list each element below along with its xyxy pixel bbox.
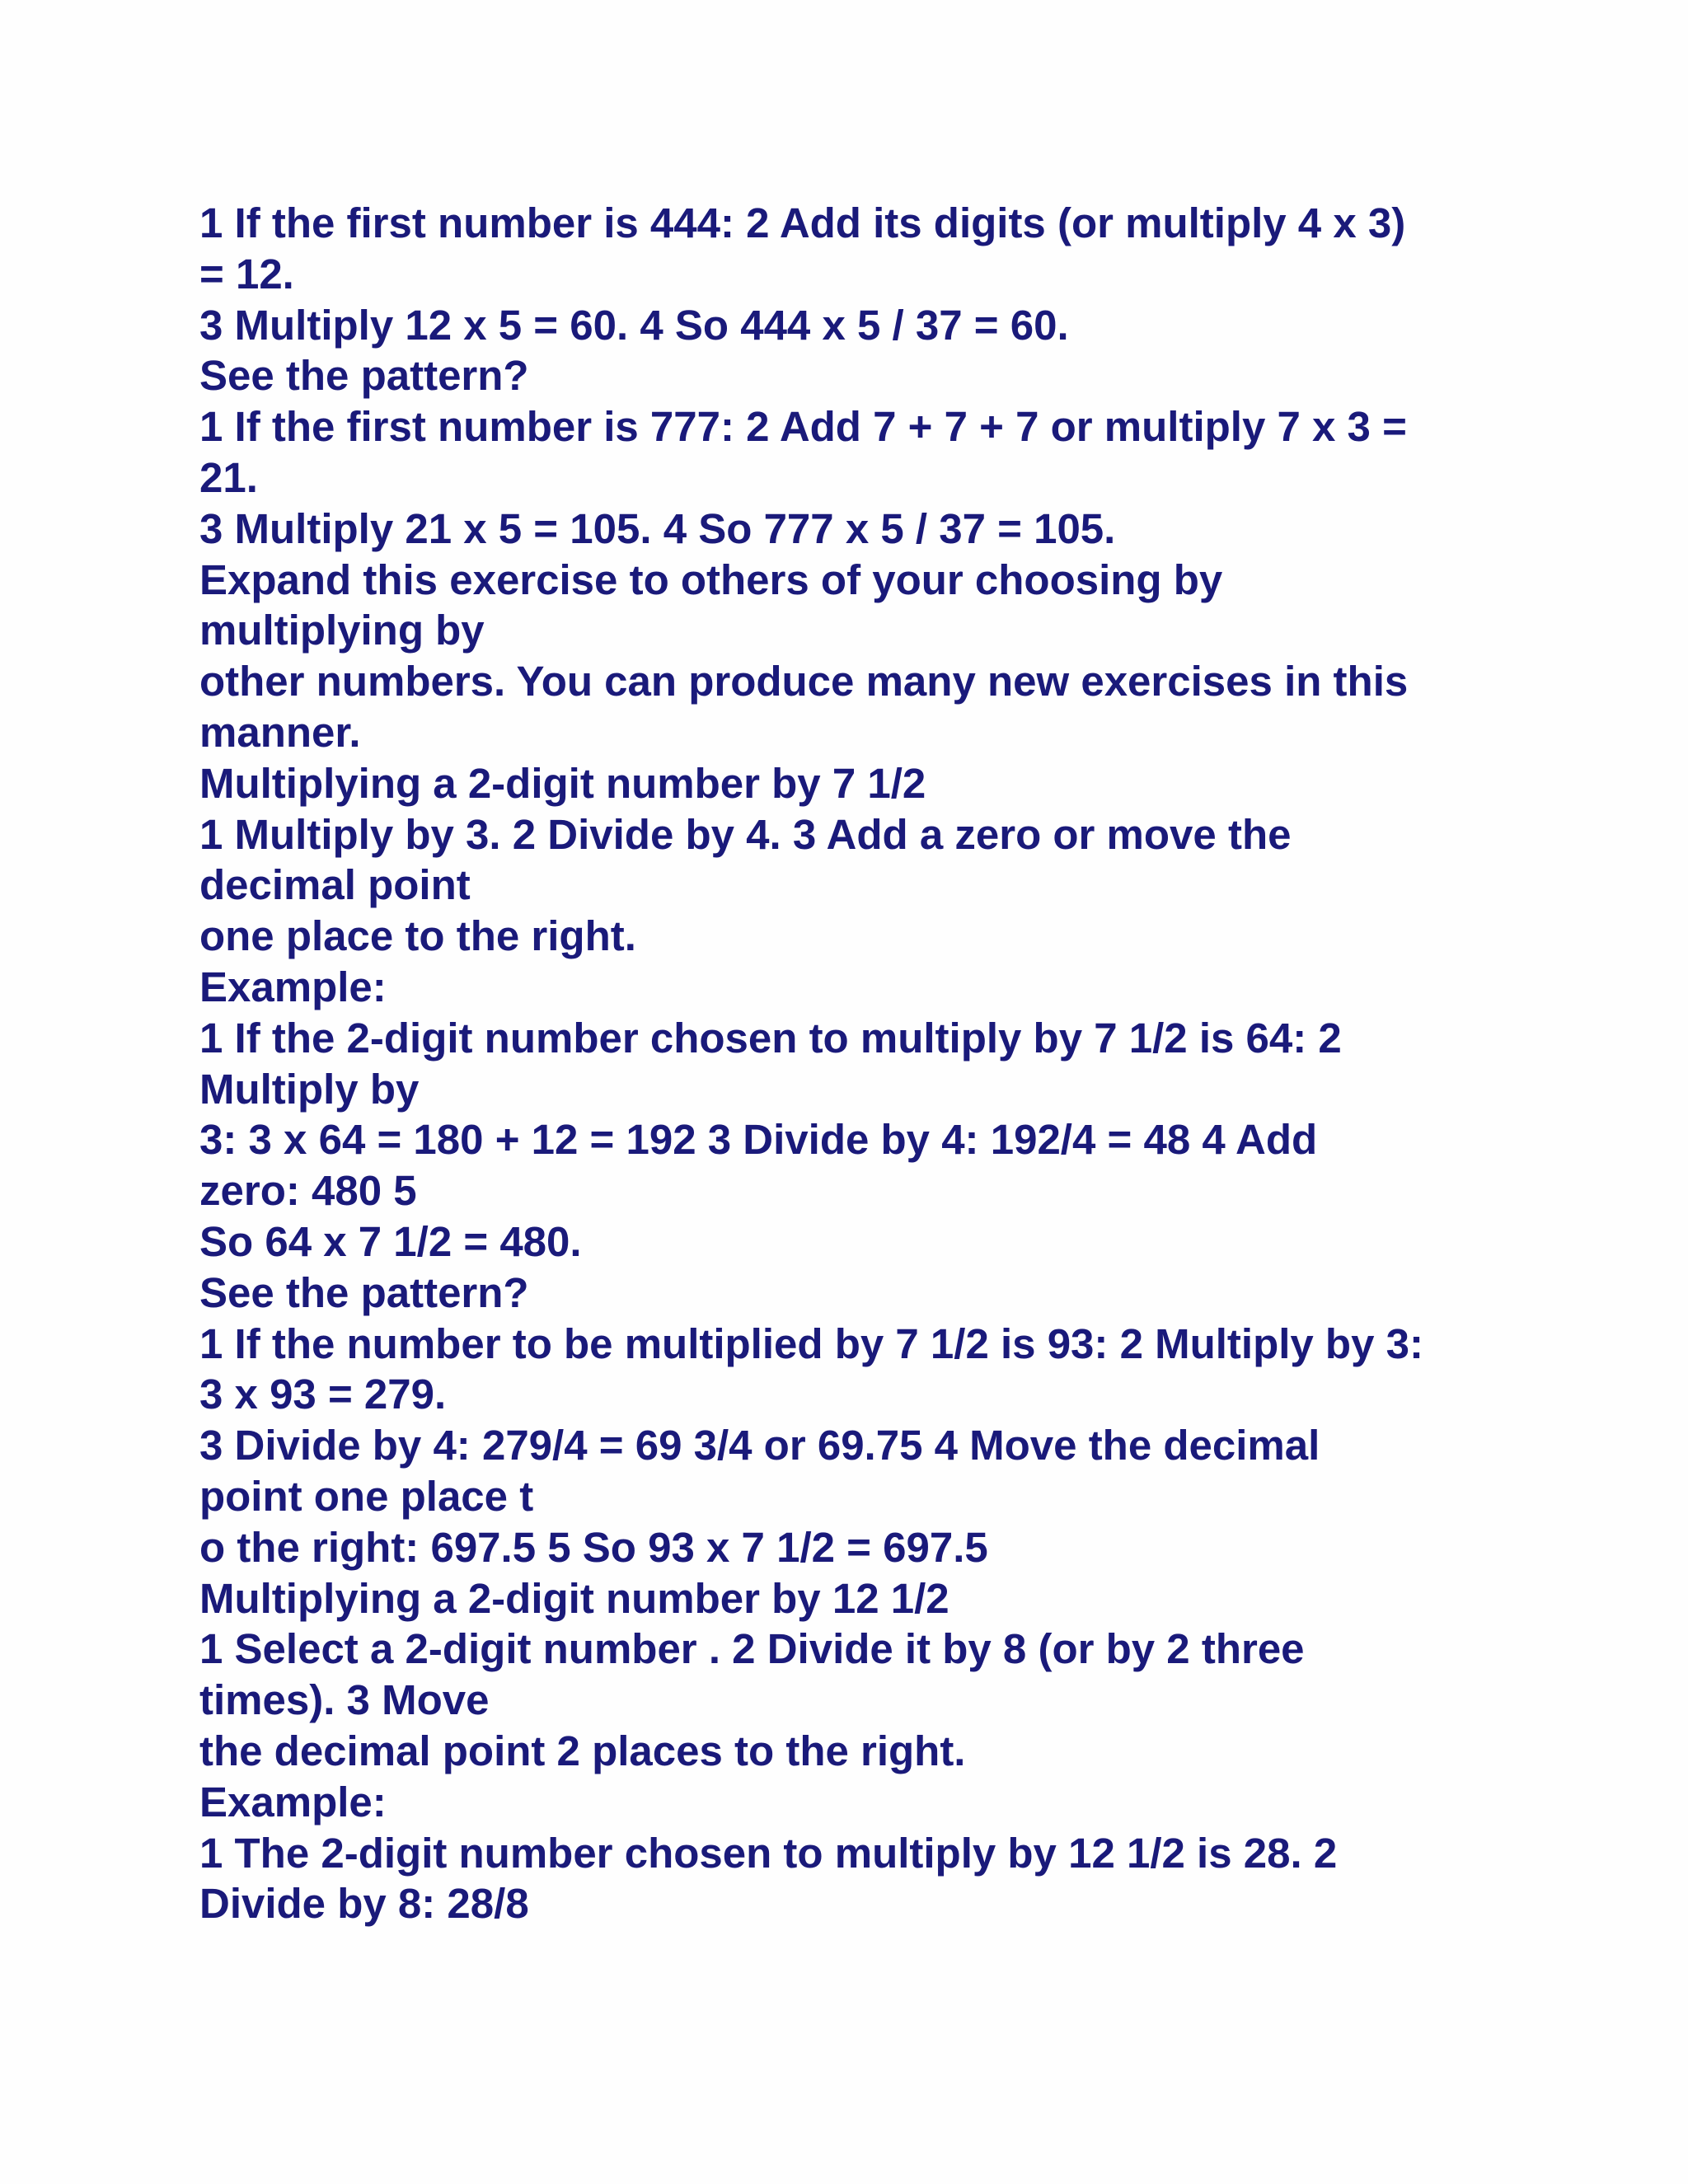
text-line: = 12. bbox=[199, 250, 294, 298]
section-heading: Multiplying a 2-digit number by 7 1/2 bbox=[199, 759, 926, 807]
text-line: 3: 3 x 64 = 180 + 12 = 192 3 Divide by 4: 192/4 = 48 4 Add bbox=[199, 1116, 1318, 1164]
text-line: Divide by 8: 28/8 bbox=[199, 1880, 529, 1928]
text-line: 1 If the 2-digit number chosen to multiply by 7 1/2 is 64: 2 bbox=[199, 1014, 1342, 1062]
text-line: the decimal point 2 places to the right. bbox=[199, 1727, 966, 1774]
text-line: multiplying by bbox=[199, 607, 485, 654]
text-line: 21. bbox=[199, 453, 258, 501]
text-line: point one place t bbox=[199, 1472, 534, 1520]
text-line: one place to the right. bbox=[199, 912, 636, 960]
text-line: 3 Multiply 21 x 5 = 105. 4 So 777 x 5 / 37 = 105. bbox=[199, 504, 1116, 552]
text-line: 1 If the number to be multiplied by 7 1/2 is 93: 2 Multiply by 3: bbox=[199, 1319, 1423, 1367]
text-line: manner. bbox=[199, 708, 361, 756]
text-line: Multiply by bbox=[199, 1065, 420, 1113]
text-line: 1 The 2-digit number chosen to multiply by 12 1/2 is 28. 2 bbox=[199, 1829, 1338, 1877]
text-line: 3 Divide by 4: 279/4 = 69 3/4 or 69.75 4 Move the decimal bbox=[199, 1422, 1320, 1469]
text-line: So 64 x 7 1/2 = 480. bbox=[199, 1217, 582, 1265]
text-line: See the pattern? bbox=[199, 352, 529, 400]
text-line: zero: 480 5 bbox=[199, 1167, 417, 1215]
text-line: decimal point bbox=[199, 861, 471, 909]
text-line: 3 x 93 = 279. bbox=[199, 1371, 447, 1418]
example-label: Example: bbox=[199, 1778, 387, 1825]
text-line: Expand this exercise to others of your choosing by bbox=[199, 555, 1223, 603]
text-line: 1 If the first number is 444: 2 Add its digits (or multiply 4 x 3) bbox=[199, 199, 1406, 246]
text-line: 1 Select a 2-digit number . 2 Divide it by 8 (or by 2 three bbox=[199, 1625, 1305, 1673]
text-line: other numbers. You can produce many new exercises in this bbox=[199, 658, 1409, 705]
document-text bbox=[199, 198, 1535, 1929]
text-line: o the right: 697.5 5 So 93 x 7 1/2 = 697.5 bbox=[199, 1523, 988, 1571]
text-line: times). 3 Move bbox=[199, 1676, 490, 1724]
text-line: 1 If the first number is 777: 2 Add 7 + 7 + 7 or multiply 7 x 3 = bbox=[199, 403, 1407, 451]
text-line: 1 Multiply by 3. 2 Divide by 4. 3 Add a zero or move the bbox=[199, 810, 1292, 858]
section-heading: Multiplying a 2-digit number by 12 1/2 bbox=[199, 1574, 950, 1622]
text-line: See the pattern? bbox=[199, 1268, 529, 1316]
example-label: Example: bbox=[199, 963, 387, 1010]
text-line: 3 Multiply 12 x 5 = 60. 4 So 444 x 5 / 37 = 60. bbox=[199, 301, 1069, 349]
